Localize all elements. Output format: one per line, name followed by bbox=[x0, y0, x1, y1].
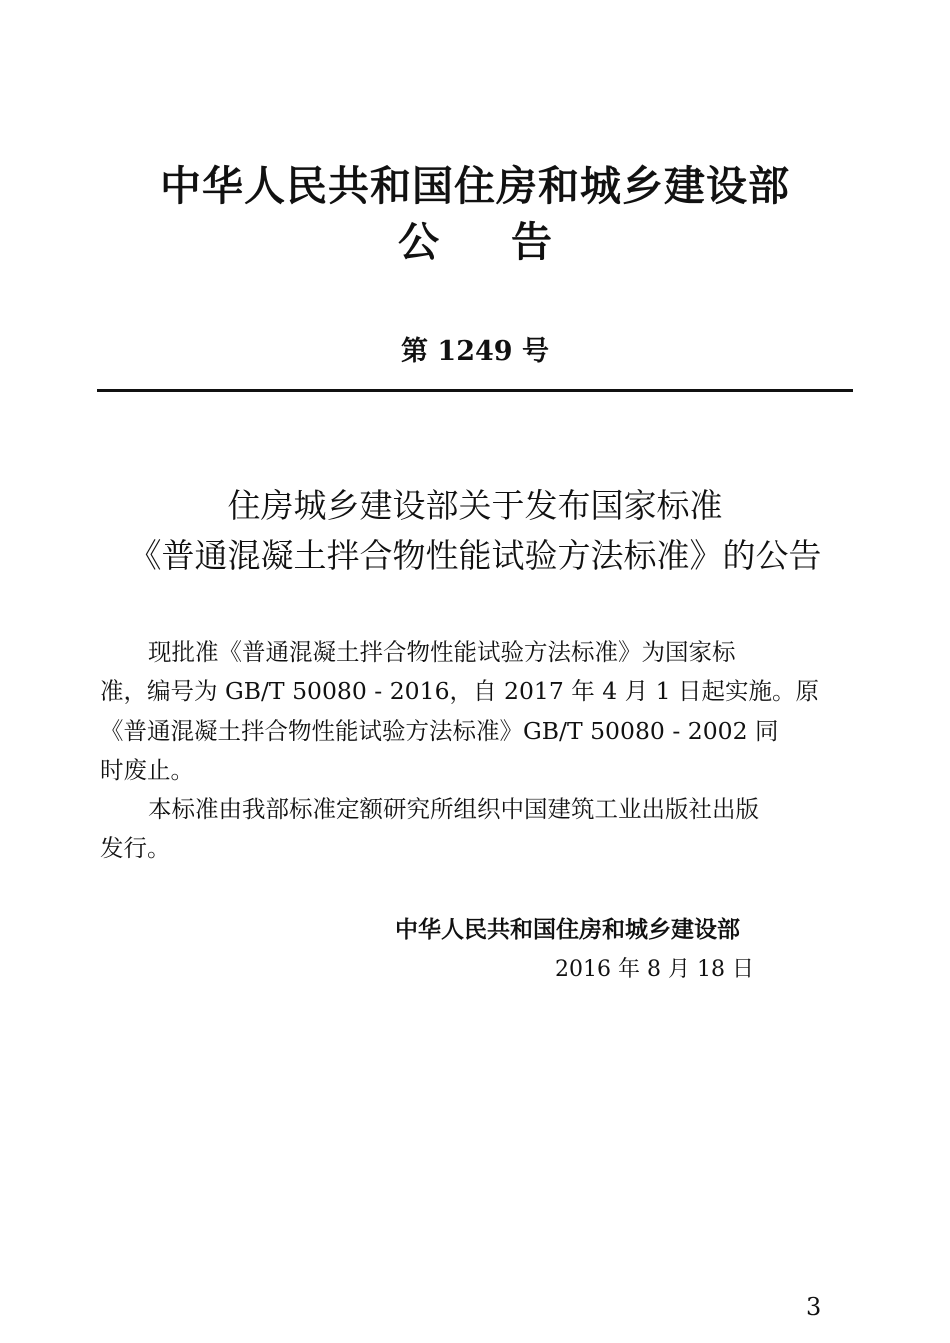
body-paragraph-1-line-1: 现批准《普通混凝土拌合物性能试验方法标准》为国家标 bbox=[148, 638, 736, 666]
signature-issuer: 中华人民共和国住房和城乡建设部 bbox=[395, 917, 740, 943]
body-paragraph-1-line-4: 时废止。 bbox=[100, 756, 194, 784]
doc-type-char-2: 告 bbox=[511, 218, 552, 266]
document-number: 第 1249 号 bbox=[401, 336, 549, 367]
announcement-title-line-2: 《普通混凝土拌合物性能试验方法标准》的公告 bbox=[128, 536, 822, 575]
body-paragraph-2-line-2: 发行。 bbox=[100, 834, 171, 862]
page-number: 3 bbox=[806, 1293, 822, 1321]
body-paragraph-2-line-1: 本标准由我部标准定额研究所组织中国建筑工业出版社出版 bbox=[148, 795, 759, 823]
doc-type-char-1: 公 bbox=[398, 218, 439, 266]
issuer-heading: 中华人民共和国住房和城乡建设部 bbox=[160, 162, 790, 210]
body-paragraph-1-line-3: 《普通混凝土拌合物性能试验方法标准》GB/T 50080 - 2002 同 bbox=[100, 717, 779, 745]
signature-date: 2016 年 8 月 18 日 bbox=[555, 957, 754, 982]
body-paragraph-1-line-2: 准，编号为 GB/T 50080 - 2016，自 2017 年 4 月 1 日起实施。原 bbox=[100, 677, 820, 705]
announcement-title-line-1: 住房城乡建设部关于发布国家标准 bbox=[227, 486, 723, 525]
document-type-heading bbox=[0, 216, 950, 268]
header-divider bbox=[97, 389, 853, 392]
